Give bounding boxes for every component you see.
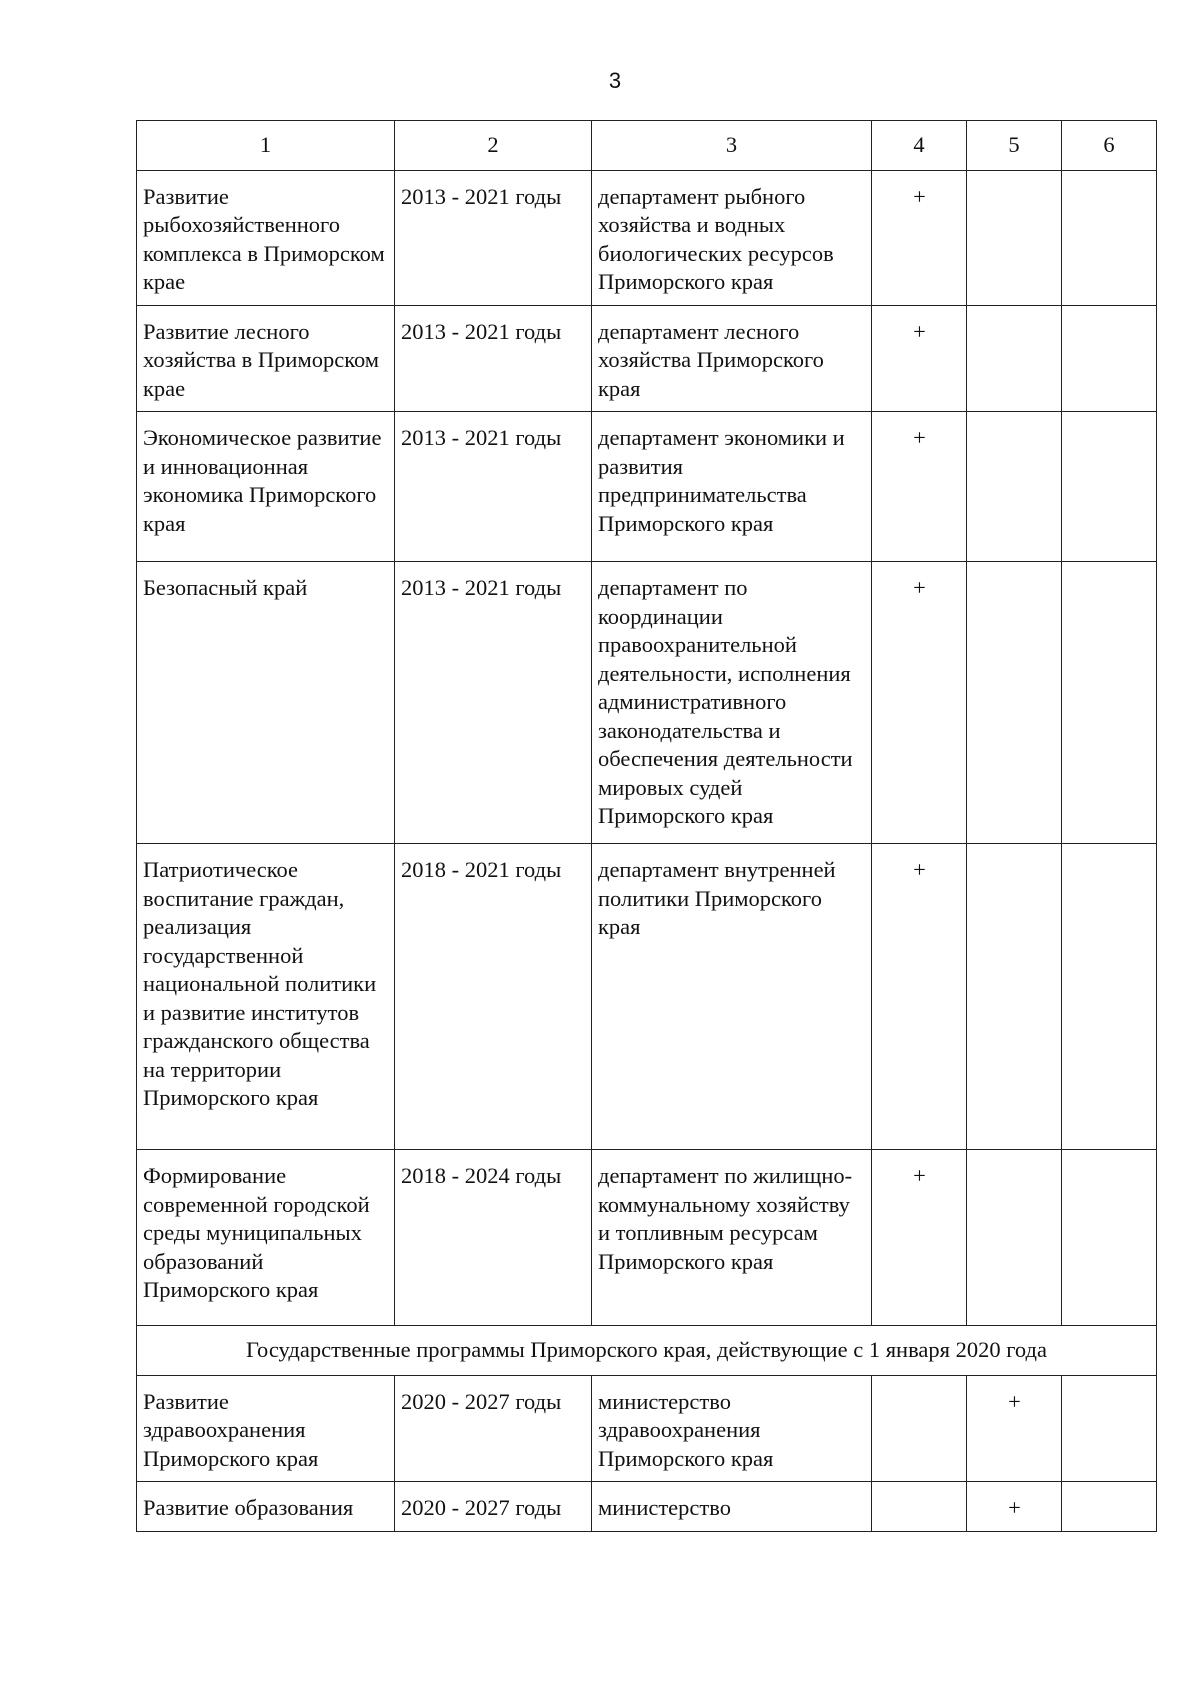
table-row	[137, 412, 1157, 562]
mark-col-4: +	[872, 562, 967, 844]
mark-col-6	[1062, 1375, 1157, 1482]
program-name: Экономическое развитие и инновационная экономика Приморского края	[137, 412, 395, 562]
mark-col-4	[872, 1375, 967, 1482]
program-period: 2013 - 2021 годы	[395, 170, 592, 305]
mark-col-4: +	[872, 844, 967, 1150]
mark-col-4: +	[872, 170, 967, 305]
mark-col-6	[1062, 1150, 1157, 1326]
section-heading: Государственные программы Приморского края, действующие с 1 января 2020 года	[137, 1326, 1157, 1376]
column-header: 1	[137, 121, 395, 171]
table-row	[137, 844, 1157, 1150]
mark-col-5: +	[967, 1375, 1062, 1482]
mark-col-5	[967, 844, 1062, 1150]
program-executor: министерство	[592, 1482, 872, 1532]
program-period: 2018 - 2024 годы	[395, 1150, 592, 1326]
program-executor: департамент по жилищно-коммунальному хозяйству и топливным ресурсам Приморского края	[592, 1150, 872, 1326]
mark-col-6	[1062, 1482, 1157, 1532]
program-name: Развитие лесного хозяйства в Приморском крае	[137, 305, 395, 412]
program-period: 2013 - 2021 годы	[395, 412, 592, 562]
table-row	[137, 170, 1157, 305]
table-row	[137, 1482, 1157, 1532]
page-number: 3	[608, 68, 622, 93]
mark-col-5	[967, 305, 1062, 412]
column-header: 5	[967, 121, 1062, 171]
mark-col-4: +	[872, 305, 967, 412]
program-executor: департамент рыбного хозяйства и водных биологических ресурсов Приморского края	[592, 170, 872, 305]
mark-col-5	[967, 170, 1062, 305]
table-row	[137, 562, 1157, 844]
column-header: 3	[592, 121, 872, 171]
table-row	[137, 1150, 1157, 1326]
program-executor: министерство здравоохранения Приморского края	[592, 1375, 872, 1482]
program-name: Развитие здравоохранения Приморского края	[137, 1375, 395, 1482]
program-executor: департамент внутренней политики Приморского края	[592, 844, 872, 1150]
mark-col-5	[967, 412, 1062, 562]
mark-col-6	[1062, 844, 1157, 1150]
programs-table	[136, 120, 1157, 1532]
mark-col-4: +	[872, 412, 967, 562]
program-executor: департамент по координации правоохранительной деятельности, исполнения административного законодательства и обеспечения деятельности мировых судей Приморского края	[592, 562, 872, 844]
program-name: Безопасный край	[137, 562, 395, 844]
mark-col-6	[1062, 305, 1157, 412]
column-header: 6	[1062, 121, 1157, 171]
table-row	[137, 1375, 1157, 1482]
table-row	[137, 305, 1157, 412]
program-name: Формирование современной городской среды муниципальных образований Приморского края	[137, 1150, 395, 1326]
program-period: 2013 - 2021 годы	[395, 562, 592, 844]
program-name: Развитие рыбохозяйственного комплекса в Приморском крае	[137, 170, 395, 305]
program-period: 2020 - 2027 годы	[395, 1375, 592, 1482]
program-period: 2020 - 2027 годы	[395, 1482, 592, 1532]
mark-col-6	[1062, 562, 1157, 844]
program-executor: департамент экономики и развития предпринимательства Приморского края	[592, 412, 872, 562]
mark-col-5	[967, 1150, 1062, 1326]
program-name: Развитие образования	[137, 1482, 395, 1532]
mark-col-4: +	[872, 1150, 967, 1326]
table-header-row	[137, 121, 1157, 171]
mark-col-6	[1062, 412, 1157, 562]
mark-col-4	[872, 1482, 967, 1532]
column-header: 4	[872, 121, 967, 171]
program-period: 2013 - 2021 годы	[395, 305, 592, 412]
program-period: 2018 - 2021 годы	[395, 844, 592, 1150]
mark-col-5: +	[967, 1482, 1062, 1532]
mark-col-5	[967, 562, 1062, 844]
column-header: 2	[395, 121, 592, 171]
section-heading-row	[137, 1326, 1157, 1376]
program-name: Патриотическое воспитание граждан, реализация государственной национальной политики и развитие институтов гражданского общества на территории Приморского края	[137, 844, 395, 1150]
mark-col-6	[1062, 170, 1157, 305]
program-executor: департамент лесного хозяйства Приморского края	[592, 305, 872, 412]
